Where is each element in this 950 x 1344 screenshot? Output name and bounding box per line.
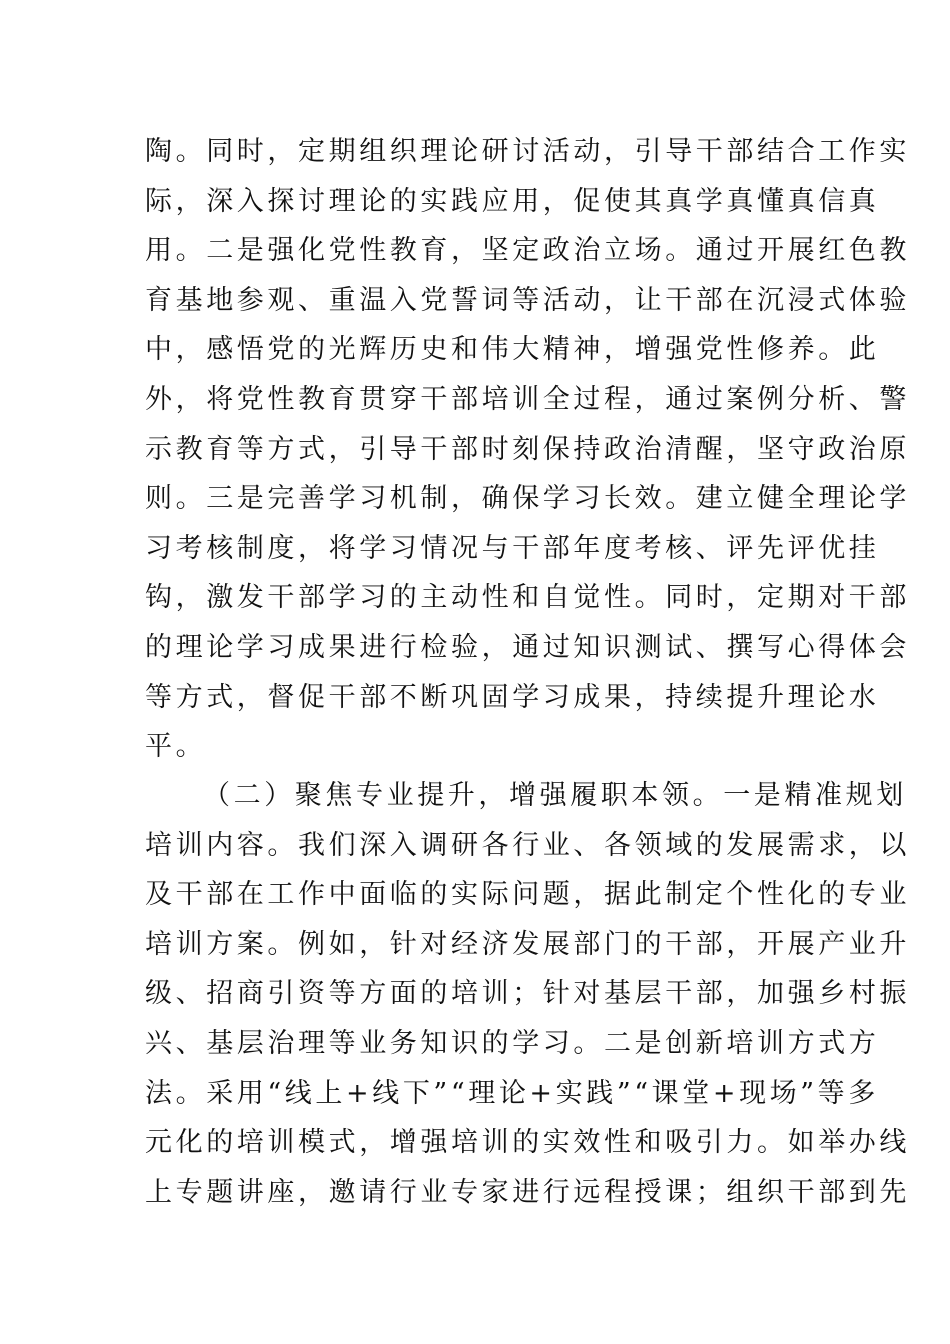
text-line: 习考核制度，将学习情况与干部年度考核、评先评优挂	[145, 532, 880, 564]
text-line: 则。三是完善学习机制，确保学习长效。建立健全理论学	[145, 483, 910, 515]
text-line: 育基地参观、重温入党誓词等活动，让干部在沉浸式体验	[145, 284, 910, 316]
text-line: 外，将党性教育贯穿干部培训全过程，通过案例分析、警	[145, 383, 910, 415]
text-line: 钩，激发干部学习的主动性和自觉性。同时，定期对干部	[145, 582, 910, 614]
text-line: 级、招商引资等方面的培训；针对基层干部，加强乡村振	[145, 978, 910, 1010]
text-line: 及干部在工作中面临的实际问题，据此制定个性化的专业	[145, 879, 910, 911]
text-line: 示教育等方式，引导干部时刻保持政治清醒，坚守政治原	[145, 433, 910, 465]
text-line: 培训内容。我们深入调研各行业、各领域的发展需求，以	[145, 829, 910, 861]
text-line: 元化的培训模式，增强培训的实效性和吸引力。如举办线	[145, 1127, 910, 1159]
paragraph-1	[145, 127, 910, 772]
text-line: 法。采用“线上+线下”“理论+实践”“课堂+现场”等多	[145, 1077, 879, 1109]
text-line: 中，感悟党的光辉历史和伟大精神，增强党性修养。此	[145, 334, 880, 366]
text-line: 兴、基层治理等业务知识的学习。二是创新培训方式方	[145, 1027, 880, 1059]
text-line: 平。	[145, 731, 207, 763]
text-line: 际，深入探讨理论的实践应用，促使其真学真懂真信真	[145, 185, 880, 217]
paragraph-2	[145, 771, 910, 1217]
text-line: 上专题讲座，邀请行业专家进行远程授课；组织干部到先	[145, 1176, 910, 1208]
text-line: 的理论学习成果进行检验，通过知识测试、撰写心得体会	[145, 631, 910, 663]
section-heading-line: （二）聚焦专业提升，增强履职本领。一是精准规划	[203, 780, 907, 811]
text-line: 培训方案。例如，针对经济发展部门的干部，开展产业升	[145, 928, 910, 960]
text-line: 等方式，督促干部不断巩固学习成果，持续提升理论水	[145, 681, 880, 713]
text-line: 陶。同时，定期组织理论研讨活动，引导干部结合工作实	[145, 136, 910, 167]
text-line: 用。二是强化党性教育，坚定政治立场。通过开展红色教	[145, 235, 910, 267]
